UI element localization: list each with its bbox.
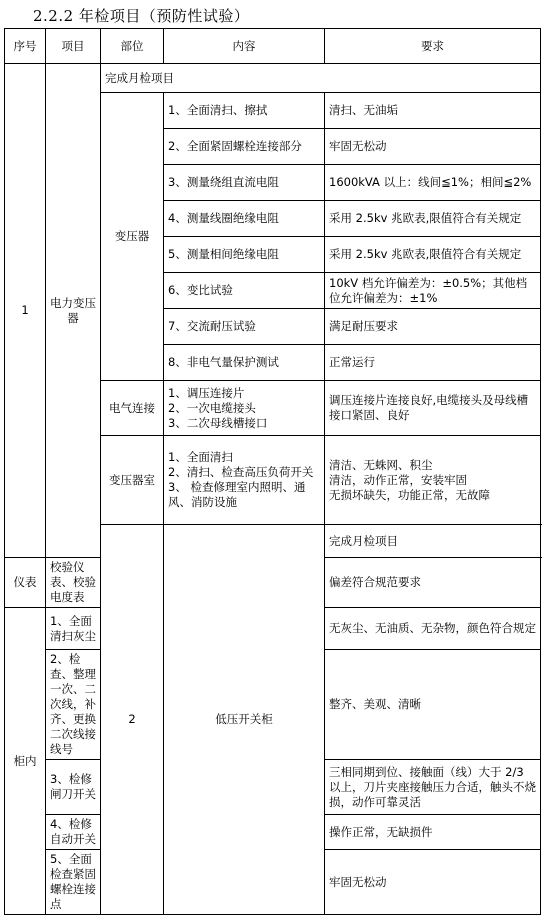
requirement-cell: 10kV 档允许偏差为：±0.5%；其他档位允许偏差为：±1% bbox=[325, 273, 541, 309]
content-line: 1、全面清扫 bbox=[168, 450, 233, 464]
content-line: 3、 检查修理室内照明、通风、消防设施 bbox=[168, 480, 306, 509]
part-label: 变压器室 bbox=[101, 436, 164, 525]
requirement-cell: 调压连接片连接良好,电缆接头及母线槽接口紧固、良好 bbox=[325, 381, 541, 436]
part-label: 仪表 bbox=[5, 558, 46, 608]
header-no: 序号 bbox=[5, 29, 46, 64]
content-cell: 7、交流耐压试验 bbox=[164, 309, 325, 345]
requirement-cell: 1600kVA 以上：线间≦1%；相间≦2% bbox=[325, 165, 541, 201]
requirement-cell: 正常运行 bbox=[325, 345, 541, 381]
table-row bbox=[5, 64, 541, 93]
part-label: 电气连接 bbox=[101, 381, 164, 436]
content-cell: 6、变比试验 bbox=[164, 273, 325, 309]
content-cell: 校验仪表、校验电度表 bbox=[46, 558, 101, 608]
content-cell: 2、检查、整理一次、二次线，补齐、更换二次线接线号 bbox=[46, 650, 101, 760]
monthly-item: 完成月检项目 bbox=[101, 64, 541, 93]
content-cell: 8、非电气量保护测试 bbox=[164, 345, 325, 381]
requirement-cell: 牢固无松动 bbox=[325, 129, 541, 165]
row-item: 低压开关柜 bbox=[164, 525, 325, 915]
requirement-cell: 操作正常，无缺损件 bbox=[325, 815, 541, 850]
requirement-cell: 无灰尘、无油质、无杂物，颜色符合规定 bbox=[325, 608, 541, 650]
content-line: 1、调压连接片 bbox=[168, 385, 245, 400]
annual-inspection-table bbox=[4, 28, 541, 915]
part-label: 柜内 bbox=[5, 608, 46, 915]
content-cell bbox=[164, 436, 325, 525]
content-line: 3、二次母线槽接口 bbox=[168, 415, 268, 430]
part-label: 变压器 bbox=[101, 93, 164, 381]
content-cell: 5、测量相间绝缘电阻 bbox=[164, 237, 325, 273]
requirement-cell: 牢固无松动 bbox=[325, 850, 541, 915]
header-item: 项目 bbox=[46, 29, 101, 64]
row-item: 电力变压器 bbox=[46, 64, 101, 558]
requirement-cell: 满足耐压要求 bbox=[325, 309, 541, 345]
requirement-cell: 采用 2.5kv 兆欧表,限值符合有关规定 bbox=[325, 237, 541, 273]
content-cell: 3、测量绕组直流电阻 bbox=[164, 165, 325, 201]
requirement-cell: 清扫、无油垢 bbox=[325, 93, 541, 129]
monthly-item: 完成月检项目 bbox=[325, 525, 541, 558]
content-cell: 1、全面清扫灰尘 bbox=[46, 608, 101, 650]
table-header-row bbox=[5, 29, 541, 64]
requirement-cell bbox=[325, 436, 541, 525]
content-cell: 4、测量线圈绝缘电阻 bbox=[164, 201, 325, 237]
content-cell bbox=[164, 381, 325, 436]
content-cell: 4、检修自动开关 bbox=[46, 815, 101, 850]
requirement-cell: 三相同期到位、接触面（线）大于 2/3 以上，刀片夹座接触压力合适，触头不烧损，动作可靠灵活 bbox=[325, 760, 541, 815]
section-title: 2.2.2 年检项目（预防性试验） bbox=[33, 7, 250, 25]
content-cell: 1、全面清扫、擦拭 bbox=[164, 93, 325, 129]
content-line: 2、一次电缆接头 bbox=[168, 400, 256, 415]
header-content: 内容 bbox=[164, 29, 325, 64]
header-requirement: 要求 bbox=[325, 29, 541, 64]
content-cell: 3、检修闸刀开关 bbox=[46, 760, 101, 815]
content-cell: 2、全面紧固螺栓连接部分 bbox=[164, 129, 325, 165]
row-number: 2 bbox=[101, 525, 164, 915]
requirement-line: 清洁，动作正常，安装牢固 bbox=[329, 472, 467, 487]
requirement-cell: 整齐、美观、清晰 bbox=[325, 650, 541, 760]
requirement-line: 清洁、无蛛网、积尘 bbox=[329, 457, 433, 472]
requirement-cell: 采用 2.5kv 兆欧表,限值符合有关规定 bbox=[325, 201, 541, 237]
row-number: 1 bbox=[5, 64, 46, 558]
header-part: 部位 bbox=[101, 29, 164, 64]
requirement-cell: 偏差符合规范要求 bbox=[325, 558, 541, 608]
requirement-line: 无损坏缺失，功能正常，无故障 bbox=[329, 487, 490, 502]
content-cell: 5、全面检查紧固螺栓连接点 bbox=[46, 850, 101, 915]
content-line: 2、清扫、检查高压负荷开关 bbox=[168, 465, 314, 479]
